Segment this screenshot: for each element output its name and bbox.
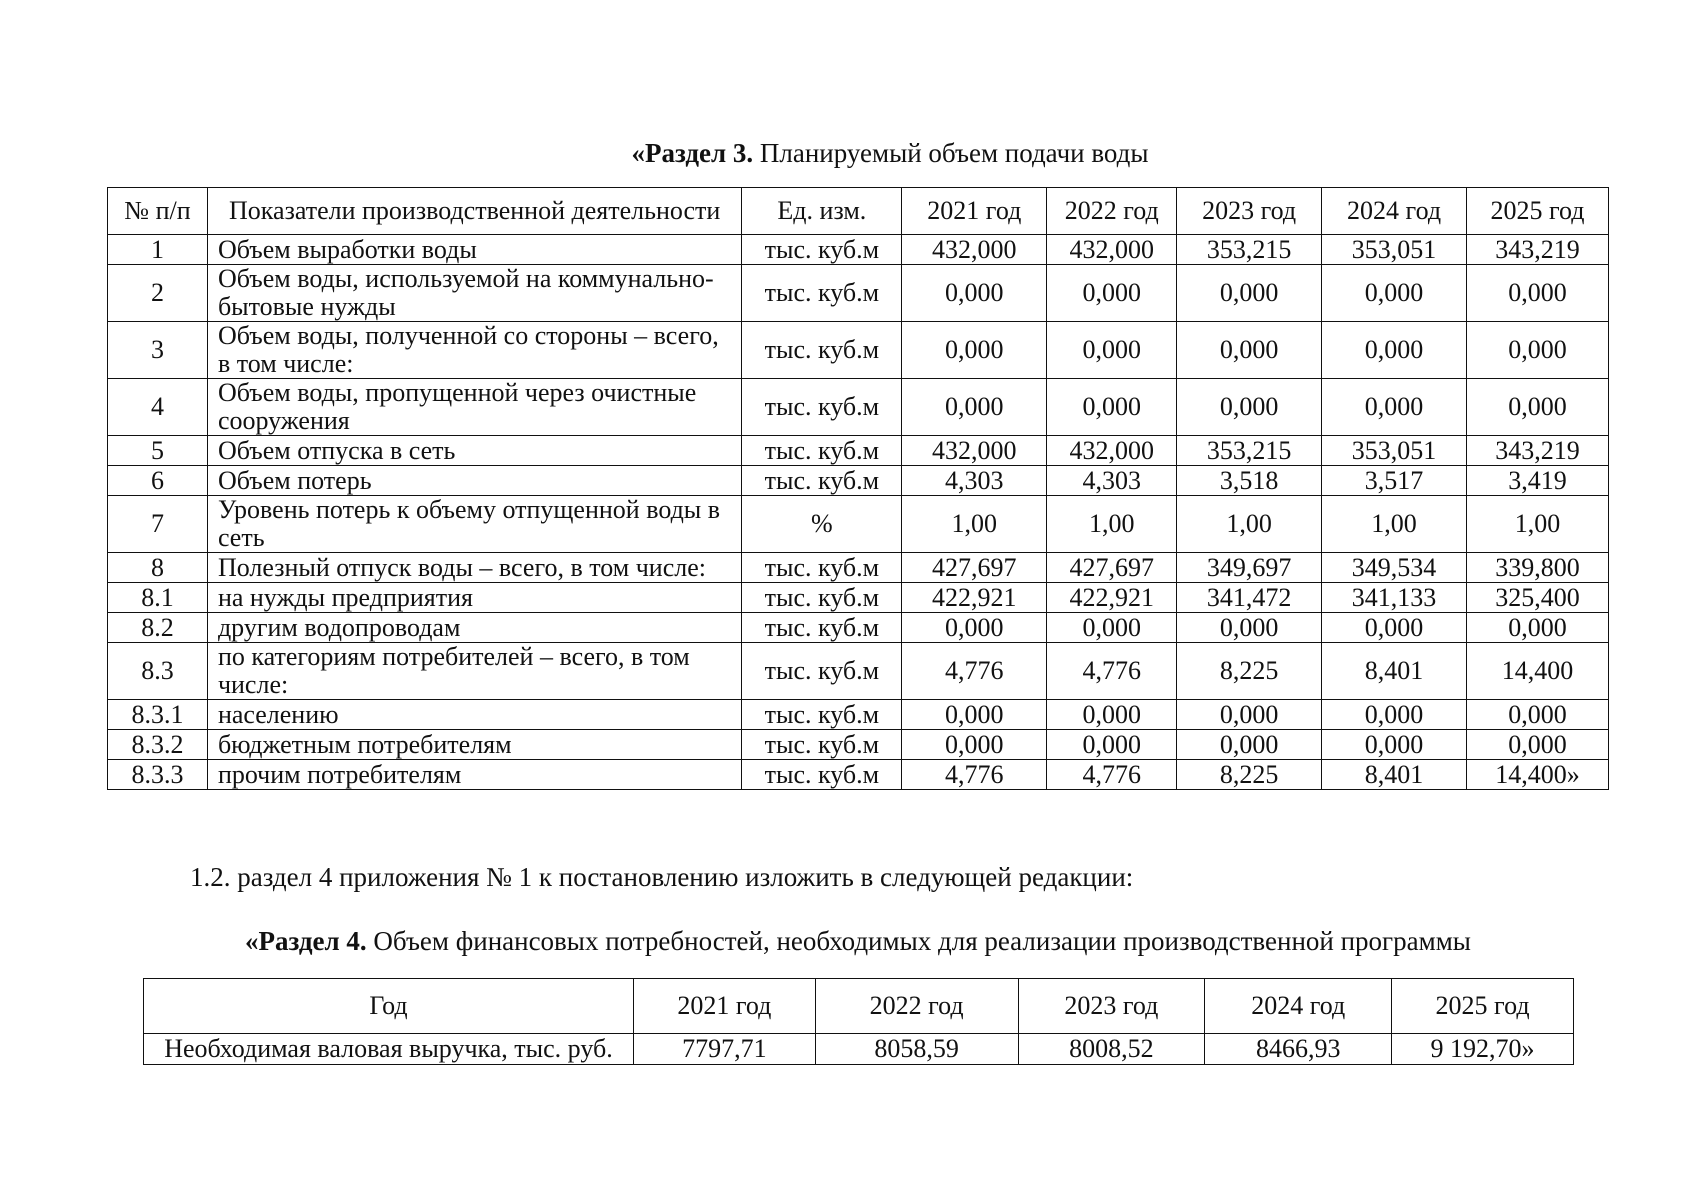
section-4-title [245, 926, 1471, 957]
unit-cell: тыс. куб.м [742, 322, 902, 379]
value-2024: 0,000 [1322, 700, 1467, 730]
table-row [144, 1034, 1574, 1065]
unit-cell: тыс. куб.м [742, 643, 902, 700]
value-2025: 339,800 [1467, 553, 1609, 583]
value-2024: 353,051 [1322, 436, 1467, 466]
section-4-title-bold: «Раздел 4. [245, 926, 367, 956]
value-2024: 349,534 [1322, 553, 1467, 583]
value-2021: 0,000 [902, 700, 1047, 730]
unit-cell: % [742, 496, 902, 553]
value-2022: 432,000 [1047, 235, 1177, 265]
value-2024: 0,000 [1322, 322, 1467, 379]
indicator-name: населению [207, 700, 741, 730]
value-2022: 432,000 [1047, 436, 1177, 466]
header-2021: 2021 год [902, 188, 1047, 235]
value-2021: 0,000 [902, 379, 1047, 436]
header-2022: 2022 год [1047, 188, 1177, 235]
value-2022: 4,776 [1047, 643, 1177, 700]
value-2022: 4,303 [1047, 466, 1177, 496]
value-2021: 432,000 [902, 436, 1047, 466]
header-2024: 2024 год [1205, 979, 1392, 1034]
indicator-name: по категориям потребителей – всего, в том числе: [207, 643, 741, 700]
value-2023: 8,225 [1177, 643, 1322, 700]
unit-cell: тыс. куб.м [742, 760, 902, 790]
value-2022: 0,000 [1047, 730, 1177, 760]
row-number: 8.3 [108, 643, 208, 700]
value-2021: 0,000 [902, 265, 1047, 322]
value-2023: 0,000 [1177, 700, 1322, 730]
value-2022: 4,776 [1047, 760, 1177, 790]
value-2024: 0,000 [1322, 613, 1467, 643]
indicator-name: другим водопроводам [207, 613, 741, 643]
value-2021: 0,000 [902, 730, 1047, 760]
value-2024: 8,401 [1322, 760, 1467, 790]
value-2025: 0,000 [1467, 322, 1609, 379]
row-number: 8.1 [108, 583, 208, 613]
table-row [108, 265, 1609, 322]
indicator-name: Объем отпуска в сеть [207, 436, 741, 466]
value-2024: 8,401 [1322, 643, 1467, 700]
value-2025: 14,400» [1467, 760, 1609, 790]
row-number: 8.3.1 [108, 700, 208, 730]
value-2023: 1,00 [1177, 496, 1322, 553]
value-2023: 8,225 [1177, 760, 1322, 790]
value-2021: 1,00 [902, 496, 1047, 553]
header-unit: Ед. изм. [742, 188, 902, 235]
value-2024: 8466,93 [1205, 1034, 1392, 1065]
financial-needs-table [143, 978, 1574, 1065]
value-2025: 3,419 [1467, 466, 1609, 496]
indicator-name: на нужды предприятия [207, 583, 741, 613]
value-2021: 432,000 [902, 235, 1047, 265]
value-2021: 0,000 [902, 613, 1047, 643]
value-2024: 0,000 [1322, 265, 1467, 322]
table-row [108, 496, 1609, 553]
row-number: 7 [108, 496, 208, 553]
value-2025: 1,00 [1467, 496, 1609, 553]
section-3-title-bold: «Раздел 3. [631, 138, 754, 168]
value-2022: 0,000 [1047, 379, 1177, 436]
value-2025: 0,000 [1467, 265, 1609, 322]
value-2025: 343,219 [1467, 436, 1609, 466]
row-number: 6 [108, 466, 208, 496]
row-number: 8.3.2 [108, 730, 208, 760]
value-2024: 0,000 [1322, 379, 1467, 436]
unit-cell: тыс. куб.м [742, 265, 902, 322]
value-2023: 0,000 [1177, 322, 1322, 379]
row-number: 8.2 [108, 613, 208, 643]
value-2021: 427,697 [902, 553, 1047, 583]
row-number: 8 [108, 553, 208, 583]
row-number: 4 [108, 379, 208, 436]
value-2024: 3,517 [1322, 466, 1467, 496]
indicator-name: Уровень потерь к объему отпущенной воды в сеть [207, 496, 741, 553]
table-row [108, 730, 1609, 760]
row-label: Необходимая валовая выручка, тыс. руб. [144, 1034, 634, 1065]
header-2021: 2021 год [633, 979, 815, 1034]
table-row [108, 760, 1609, 790]
row-number: 3 [108, 322, 208, 379]
table-row [108, 436, 1609, 466]
section-3-title-rest: Планируемый объем подачи воды [753, 138, 1149, 168]
indicator-name: Объем воды, полученной со стороны – всего, в том числе: [207, 322, 741, 379]
header-2023: 2023 год [1177, 188, 1322, 235]
table-row [108, 583, 1609, 613]
table-header-row [144, 979, 1574, 1034]
indicator-name: Объем потерь [207, 466, 741, 496]
value-2025: 0,000 [1467, 730, 1609, 760]
indicator-name: Полезный отпуск воды – всего, в том числе: [207, 553, 741, 583]
value-2022: 0,000 [1047, 265, 1177, 322]
value-2023: 8008,52 [1018, 1034, 1205, 1065]
value-2021: 0,000 [902, 322, 1047, 379]
value-2025: 0,000 [1467, 700, 1609, 730]
unit-cell: тыс. куб.м [742, 466, 902, 496]
value-2025: 0,000 [1467, 379, 1609, 436]
header-2022: 2022 год [815, 979, 1018, 1034]
table-row [108, 613, 1609, 643]
value-2023: 3,518 [1177, 466, 1322, 496]
header-2025: 2025 год [1392, 979, 1574, 1034]
value-2023: 0,000 [1177, 613, 1322, 643]
indicator-name: Объем воды, используемой на коммунально-бытовые нужды [207, 265, 741, 322]
table-header-row [108, 188, 1609, 235]
header-indicator: Показатели производственной деятельности [207, 188, 741, 235]
table-row [108, 466, 1609, 496]
header-2024: 2024 год [1322, 188, 1467, 235]
paragraph-1-2: 1.2. раздел 4 приложения № 1 к постановлению изложить в следующей редакции: [190, 862, 1134, 892]
value-2023: 353,215 [1177, 436, 1322, 466]
unit-cell: тыс. куб.м [742, 235, 902, 265]
value-2023: 349,697 [1177, 553, 1322, 583]
table-row [108, 553, 1609, 583]
table-row [108, 379, 1609, 436]
value-2025: 0,000 [1467, 613, 1609, 643]
value-2023: 341,472 [1177, 583, 1322, 613]
value-2022: 0,000 [1047, 322, 1177, 379]
row-number: 8.3.3 [108, 760, 208, 790]
unit-cell: тыс. куб.м [742, 583, 902, 613]
row-number: 2 [108, 265, 208, 322]
value-2025: 9 192,70» [1392, 1034, 1574, 1065]
table-row [108, 700, 1609, 730]
value-2021: 4,776 [902, 760, 1047, 790]
unit-cell: тыс. куб.м [742, 700, 902, 730]
value-2022: 427,697 [1047, 553, 1177, 583]
unit-cell: тыс. куб.м [742, 436, 902, 466]
unit-cell: тыс. куб.м [742, 730, 902, 760]
row-number: 5 [108, 436, 208, 466]
value-2023: 0,000 [1177, 730, 1322, 760]
value-2023: 353,215 [1177, 235, 1322, 265]
table-row [108, 322, 1609, 379]
value-2024: 1,00 [1322, 496, 1467, 553]
value-2023: 0,000 [1177, 379, 1322, 436]
value-2021: 422,921 [902, 583, 1047, 613]
indicator-name: бюджетным потребителям [207, 730, 741, 760]
header-2023: 2023 год [1018, 979, 1205, 1034]
unit-cell: тыс. куб.м [742, 613, 902, 643]
value-2022: 8058,59 [815, 1034, 1018, 1065]
value-2021: 4,776 [902, 643, 1047, 700]
value-2024: 341,133 [1322, 583, 1467, 613]
value-2021: 4,303 [902, 466, 1047, 496]
table-row [108, 235, 1609, 265]
value-2022: 0,000 [1047, 700, 1177, 730]
indicator-name: прочим потребителям [207, 760, 741, 790]
value-2022: 0,000 [1047, 613, 1177, 643]
value-2025: 14,400 [1467, 643, 1609, 700]
unit-cell: тыс. куб.м [742, 553, 902, 583]
value-2024: 0,000 [1322, 730, 1467, 760]
indicator-name: Объем выработки воды [207, 235, 741, 265]
section-3-title [0, 138, 1702, 169]
header-number: № п/п [108, 188, 208, 235]
table-row [108, 643, 1609, 700]
indicator-name: Объем воды, пропущенной через очистные сооружения [207, 379, 741, 436]
value-2023: 0,000 [1177, 265, 1322, 322]
water-supply-table [107, 187, 1609, 790]
row-number: 1 [108, 235, 208, 265]
value-2022: 422,921 [1047, 583, 1177, 613]
unit-cell: тыс. куб.м [742, 379, 902, 436]
header-year: Год [144, 979, 634, 1034]
value-2025: 325,400 [1467, 583, 1609, 613]
section-4-title-rest: Объем финансовых потребностей, необходимых для реализации производственной программы [366, 926, 1471, 956]
value-2024: 353,051 [1322, 235, 1467, 265]
value-2021: 7797,71 [633, 1034, 815, 1065]
header-2025: 2025 год [1467, 188, 1609, 235]
value-2025: 343,219 [1467, 235, 1609, 265]
value-2022: 1,00 [1047, 496, 1177, 553]
